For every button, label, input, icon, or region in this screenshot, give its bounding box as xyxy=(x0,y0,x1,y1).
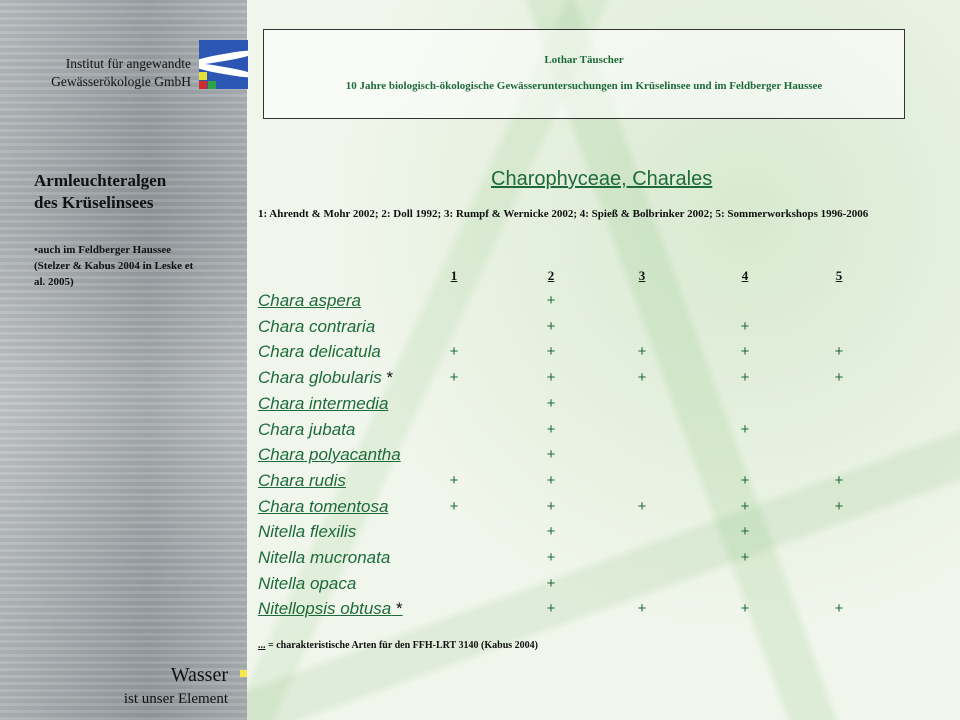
occurrence-mark: + xyxy=(834,472,844,489)
yellow-square-icon xyxy=(240,670,247,677)
institute-logo-icon xyxy=(199,40,248,89)
occurrence-mark: + xyxy=(740,498,750,515)
occurrence-mark: + xyxy=(740,318,750,335)
footnote-mark: ... xyxy=(258,640,266,651)
occurrence-mark: + xyxy=(637,343,647,360)
occurrence-mark: + xyxy=(637,369,647,386)
occurrence-mark: + xyxy=(637,600,647,617)
occurrence-mark: + xyxy=(740,549,750,566)
occurrence-mark: + xyxy=(449,498,459,515)
sidebar-title-line-2: des Krüselinsees xyxy=(34,193,154,212)
sidebar xyxy=(0,0,247,720)
occurrence-mark: + xyxy=(546,318,556,335)
occurrence-mark: + xyxy=(740,523,750,540)
occurrence-mark: + xyxy=(546,421,556,438)
occurrence-mark: + xyxy=(546,369,556,386)
species-label: Chara aspera xyxy=(258,291,362,310)
occurrence-mark: + xyxy=(740,369,750,386)
sidebar-title xyxy=(34,170,166,214)
sources-legend: 1: Ahrendt & Mohr 2002; 2: Doll 1992; 3: Rumpf & Wernicke 2002; 4: Spieß & Bolbrinker 2002; 5: Sommerworkshops 1996-2006 xyxy=(258,208,869,220)
species-label: Chara contraria xyxy=(258,317,376,336)
species-label: Chara polyacantha xyxy=(258,445,401,464)
footnote xyxy=(258,640,538,651)
species-name xyxy=(258,317,375,337)
species-name xyxy=(258,497,388,517)
species-name xyxy=(258,368,393,388)
header-subtitle: 10 Jahre biologisch-ökologische Gewässeruntersuchungen im Krüselinsee und im Feldberger Haussee xyxy=(345,80,823,92)
occurrence-mark: + xyxy=(834,369,844,386)
species-label: Chara intermedia xyxy=(258,394,389,413)
occurrence-mark: + xyxy=(546,472,556,489)
species-label: Chara delicatula xyxy=(258,342,381,361)
occurrence-mark: + xyxy=(834,343,844,360)
species-star: * xyxy=(395,599,403,618)
species-label: Chara tomentosa xyxy=(258,497,389,516)
column-header-3: 3 xyxy=(638,268,646,283)
occurrence-mark: + xyxy=(740,472,750,489)
occurrence-mark: + xyxy=(740,600,750,617)
slogan-element: ist unser Element xyxy=(123,691,228,707)
occurrence-mark: + xyxy=(449,369,459,386)
species-name xyxy=(258,394,388,414)
slogan-wasser: Wasser xyxy=(170,664,228,686)
occurrence-mark: + xyxy=(449,343,459,360)
species-label: Nitellopsis obtusa xyxy=(258,599,392,618)
species-label: Chara rudis xyxy=(258,471,346,490)
species-name xyxy=(258,574,356,594)
sidebar-note: •auch im Feldberger Haussee (Stelzer & Kabus 2004 in Leske et al. 2005) xyxy=(34,244,194,288)
occurrence-mark: + xyxy=(546,549,556,566)
institute-line-1: Institut für angewandte xyxy=(65,56,191,71)
column-header-2: 2 xyxy=(547,268,555,283)
species-name xyxy=(258,420,355,440)
column-header-1: 1 xyxy=(450,268,458,283)
occurrence-mark: + xyxy=(546,395,556,412)
species-name xyxy=(258,342,381,362)
species-name xyxy=(258,471,346,491)
sidebar-title-line-1: Armleuchteralgen xyxy=(34,171,167,190)
institute-name xyxy=(51,55,191,91)
footnote-text: = charakteristische Arten für den FFH-LRT 3140 (Kabus 2004) xyxy=(265,640,538,651)
species-name xyxy=(258,445,401,465)
occurrence-mark: + xyxy=(740,421,750,438)
occurrence-mark: + xyxy=(546,600,556,617)
institute-line-2: Gewässerökologie GmbH xyxy=(51,74,191,89)
occurrence-mark: + xyxy=(546,343,556,360)
species-name xyxy=(258,599,403,619)
occurrence-mark: + xyxy=(834,600,844,617)
occurrence-mark: + xyxy=(546,575,556,592)
column-header-5: 5 xyxy=(835,268,843,283)
species-name xyxy=(258,291,361,311)
occurrence-mark: + xyxy=(546,292,556,309)
author-name: Lothar Täuscher xyxy=(544,54,624,66)
species-name xyxy=(258,522,356,542)
occurrence-mark: + xyxy=(546,446,556,463)
occurrence-mark: + xyxy=(834,498,844,515)
header-box xyxy=(263,29,905,119)
species-label: Chara globularis xyxy=(258,368,382,387)
column-header-4: 4 xyxy=(741,268,749,283)
page-title: Charophyceae, Charales xyxy=(491,168,713,190)
species-label: Chara jubata xyxy=(258,420,356,439)
occurrence-mark: + xyxy=(546,498,556,515)
occurrence-mark: + xyxy=(546,523,556,540)
species-name xyxy=(258,548,390,568)
species-label: Nitella mucronata xyxy=(258,548,391,567)
species-label: Nitella flexilis xyxy=(258,522,357,541)
occurrence-mark: + xyxy=(449,472,459,489)
occurrence-mark: + xyxy=(740,343,750,360)
occurrence-mark: + xyxy=(637,498,647,515)
species-label: Nitella opaca xyxy=(258,574,357,593)
species-star: * xyxy=(386,368,394,387)
